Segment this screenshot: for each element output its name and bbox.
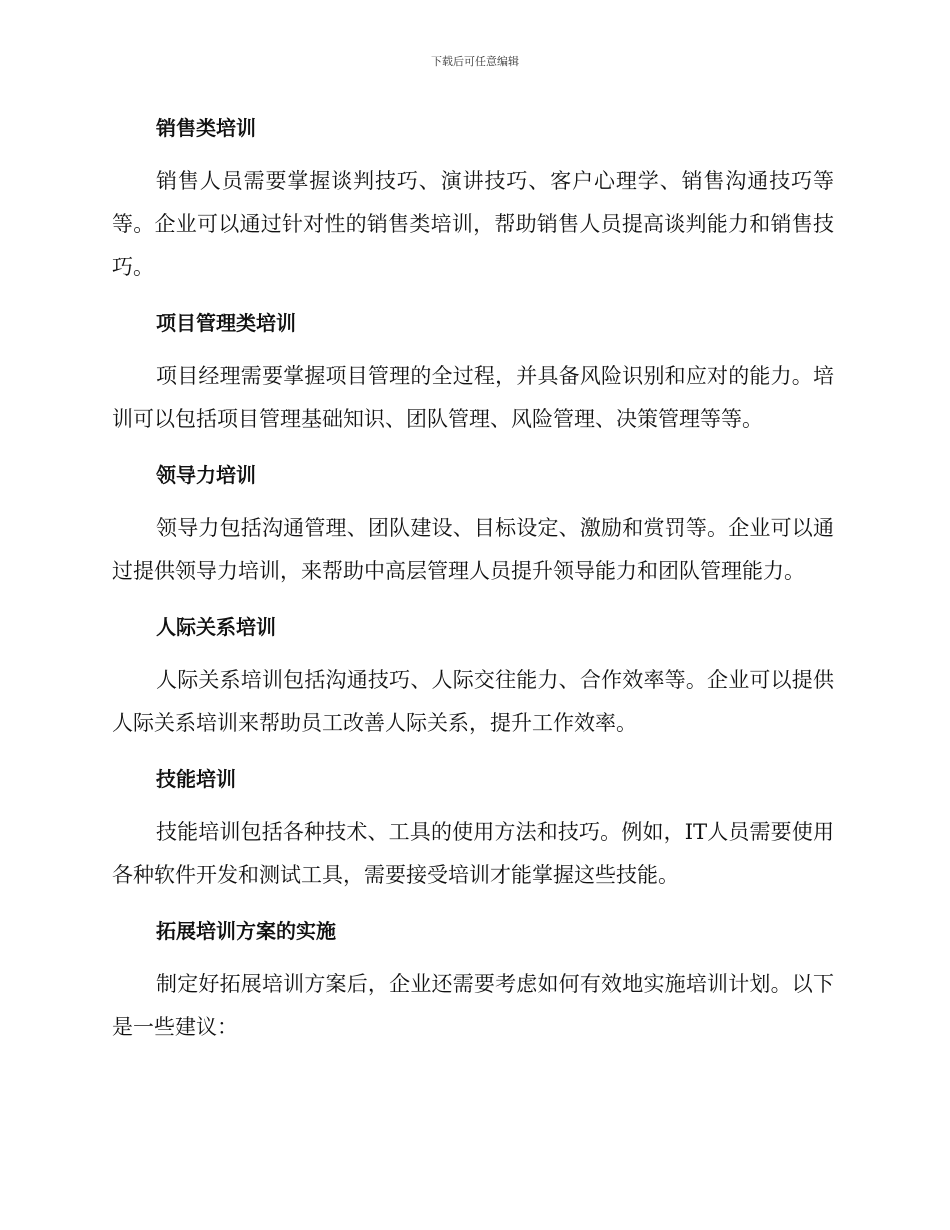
section-title: 项目管理类培训	[156, 311, 296, 335]
section-sales-training	[112, 108, 834, 289]
section-paragraph: 项目经理需要掌握项目管理的全过程，并具备风险识别和应对的能力。培训可以包括项目管理基础知识、团队管理、风险管理、决策管理等等。	[112, 364, 834, 431]
section-paragraph: 销售人员需要掌握谈判技巧、演讲技巧、客户心理学、销售沟通技巧等等。企业可以通过针对性的销售类培训，帮助销售人员提高谈判能力和销售技巧。	[112, 169, 834, 279]
section-title: 技能培训	[156, 767, 236, 791]
section-title: 领导力培训	[156, 463, 256, 487]
section-title: 销售类培训	[156, 116, 256, 140]
section-interpersonal-training	[112, 607, 834, 745]
section-paragraph: 制定好拓展培训方案后，企业还需要考虑如何有效地实施培训计划。以下是一些建议：	[112, 972, 834, 1039]
section-paragraph: 领导力包括沟通管理、团队建设、目标设定、激励和赏罚等。企业可以通过提供领导力培训，来帮助中高层管理人员提升领导能力和团队管理能力。	[112, 516, 834, 583]
section-paragraph: 技能培训包括各种技术、工具的使用方法和技巧。例如，IT人员需要使用各种软件开发和测试工具，需要接受培训才能掌握这些技能。	[112, 820, 834, 887]
section-title: 人际关系培训	[156, 615, 276, 639]
document-body	[112, 108, 834, 1063]
section-title: 拓展培训方案的实施	[156, 919, 336, 943]
section-leadership-training	[112, 455, 834, 593]
section-paragraph: 人际关系培训包括沟通技巧、人际交往能力、合作效率等。企业可以提供人际关系培训来帮助员工改善人际关系，提升工作效率。	[112, 668, 834, 735]
section-implementation	[112, 911, 834, 1049]
page-header: 下载后可任意编辑	[431, 55, 519, 68]
section-project-management-training	[112, 303, 834, 441]
section-skills-training	[112, 759, 834, 897]
